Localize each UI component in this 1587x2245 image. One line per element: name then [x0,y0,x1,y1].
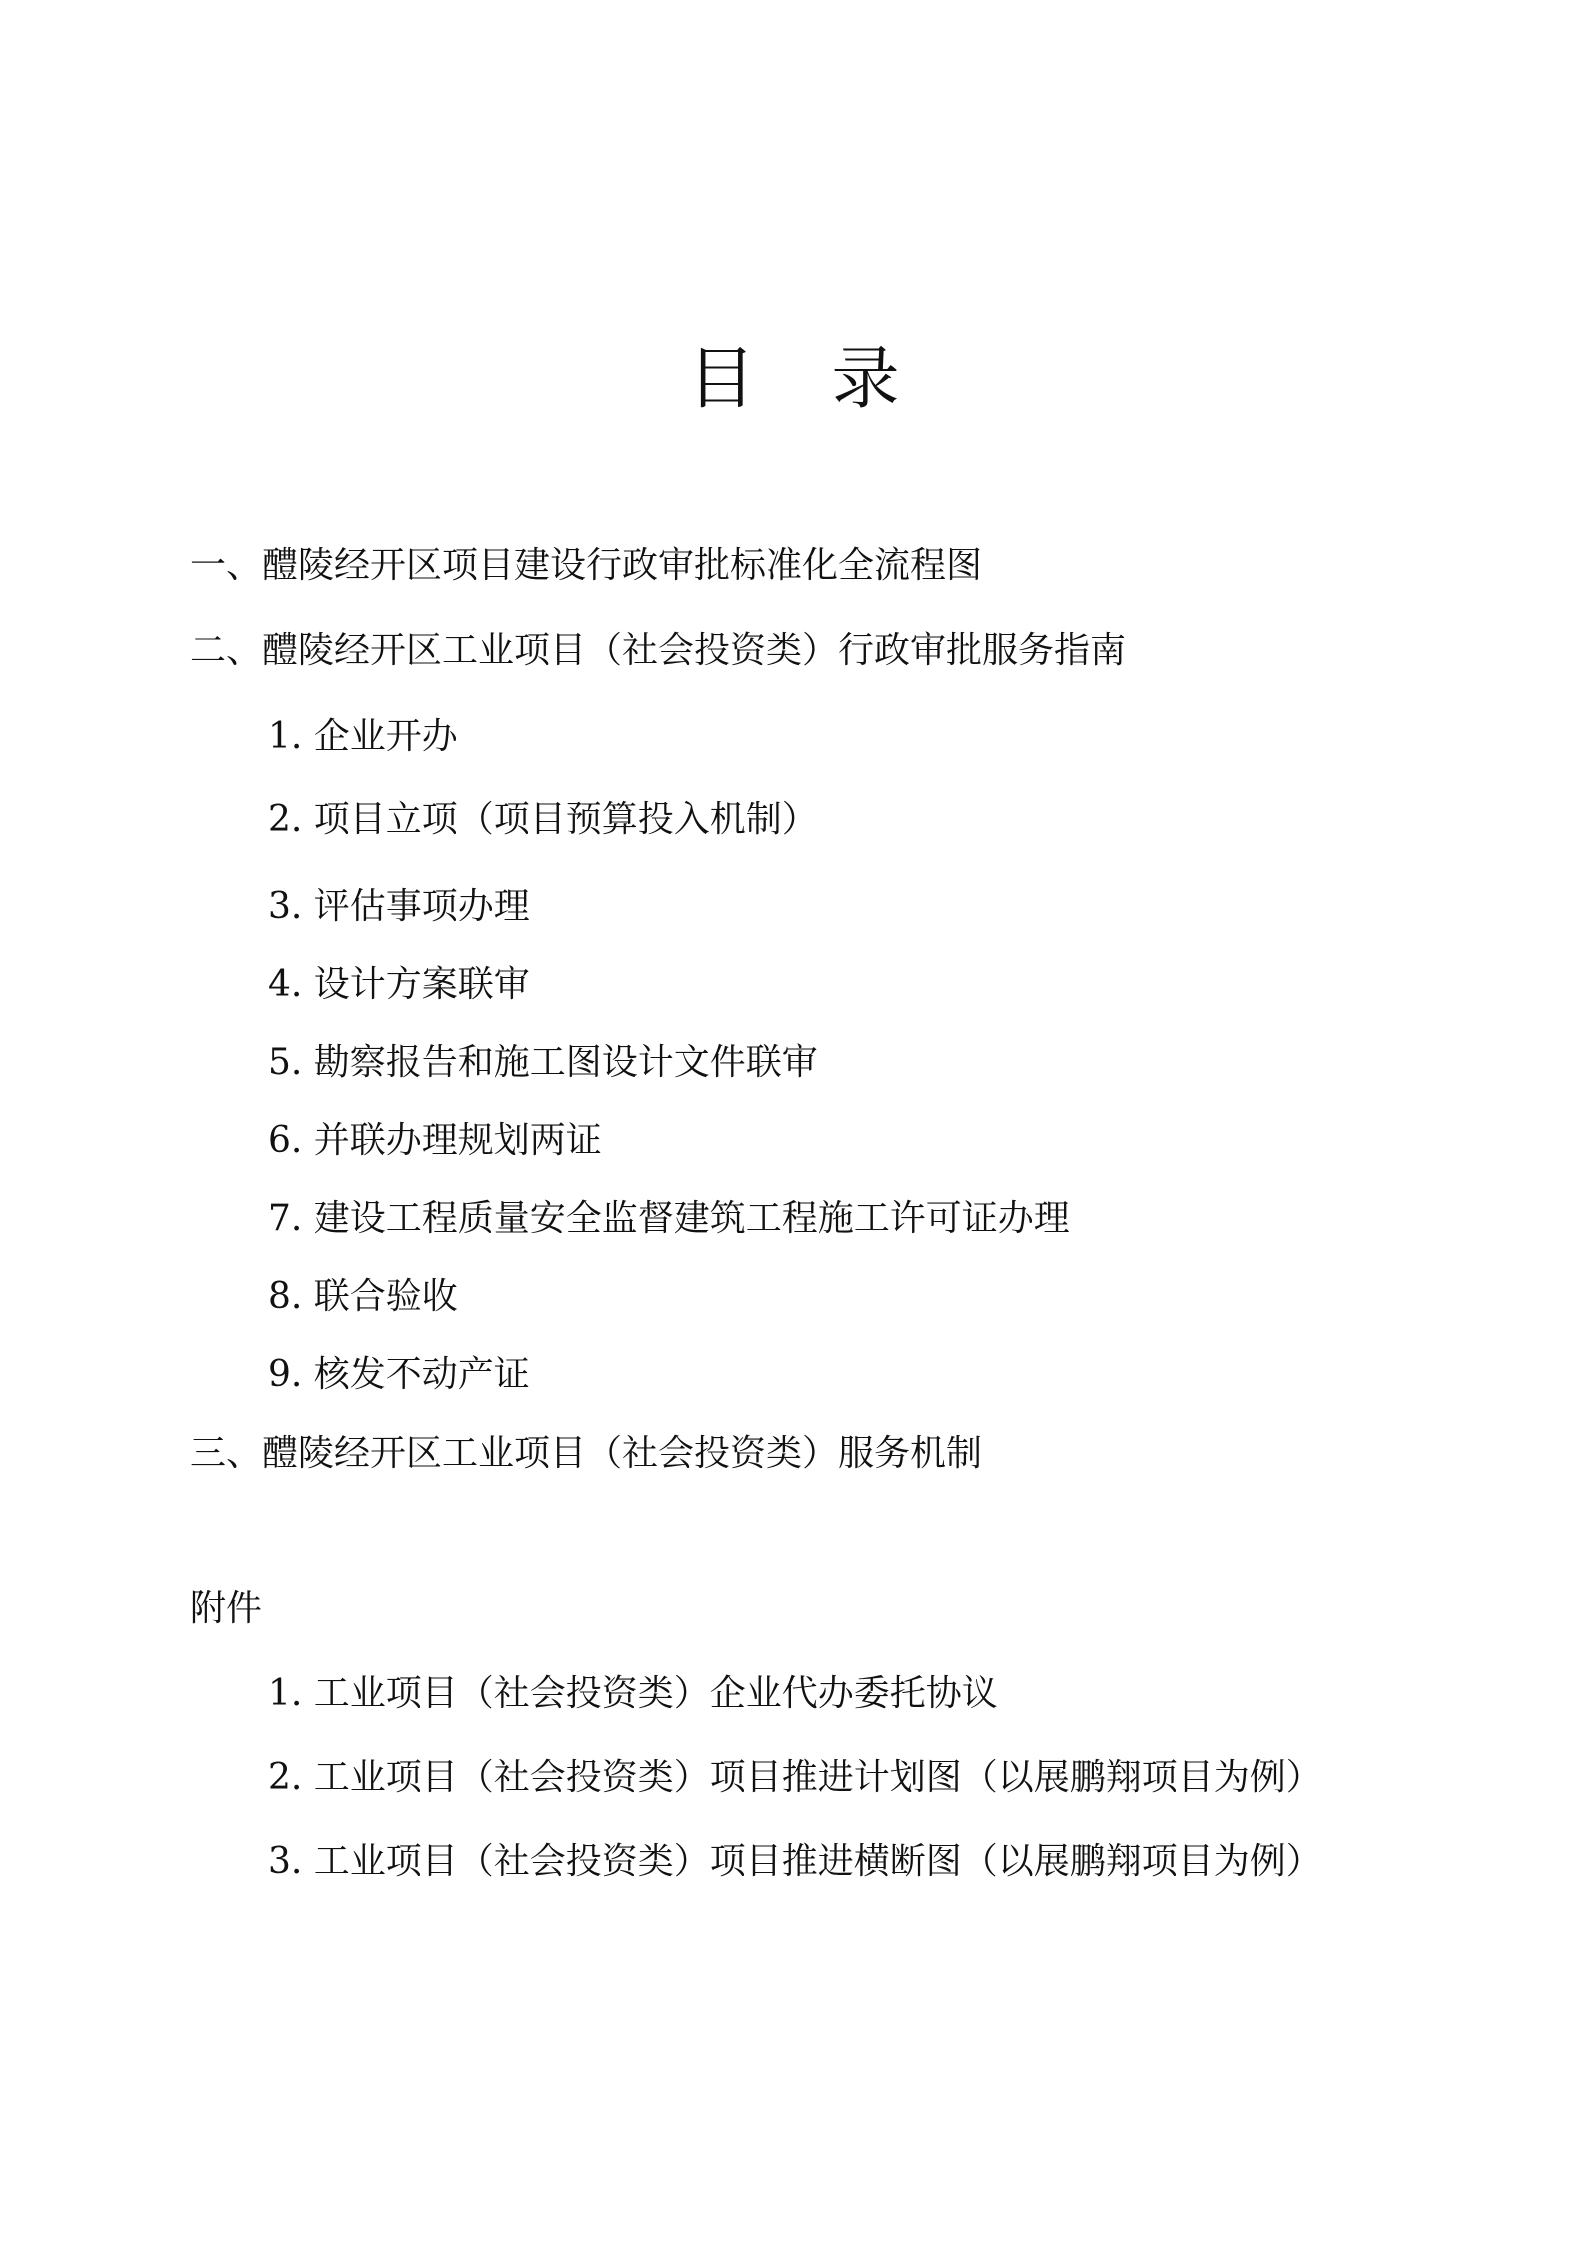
toc-item-2-1: 1. 企业开办 [268,716,458,757]
title-char-1: 目 [687,340,756,419]
appendix-item-1: 1. 工业项目（社会投资类）企业代办委托协议 [268,1673,998,1714]
appendix-item-3: 3. 工业项目（社会投资类）项目推进横断图（以展鹏翔项目为例） [268,1841,1322,1882]
toc-item-2-8: 8. 联合验收 [268,1276,458,1317]
toc-item-2-4: 4. 设计方案联审 [268,964,530,1005]
toc-section-1: 一、醴陵经开区项目建设行政审批标准化全流程图 [190,545,983,586]
toc-item-2-3: 3. 评估事项办理 [268,886,530,927]
title-char-2: 录 [831,340,900,419]
appendix-item-2: 2. 工业项目（社会投资类）项目推进计划图（以展鹏翔项目为例） [268,1757,1322,1798]
toc-item-2-6: 6. 并联办理规划两证 [268,1120,602,1161]
page-title [0,340,1587,420]
toc-item-2-5: 5. 勘察报告和施工图设计文件联审 [268,1042,818,1083]
toc-item-2-7: 7. 建设工程质量安全监督建筑工程施工许可证办理 [268,1198,1070,1239]
appendix-heading: 附件 [190,1588,263,1629]
toc-section-3: 三、醴陵经开区工业项目（社会投资类）服务机制 [190,1433,983,1474]
toc-item-2-2: 2. 项目立项（项目预算投入机制） [268,799,818,840]
toc-item-2-9: 9. 核发不动产证 [268,1354,530,1395]
toc-section-2: 二、醴陵经开区工业项目（社会投资类）行政审批服务指南 [190,630,1127,671]
